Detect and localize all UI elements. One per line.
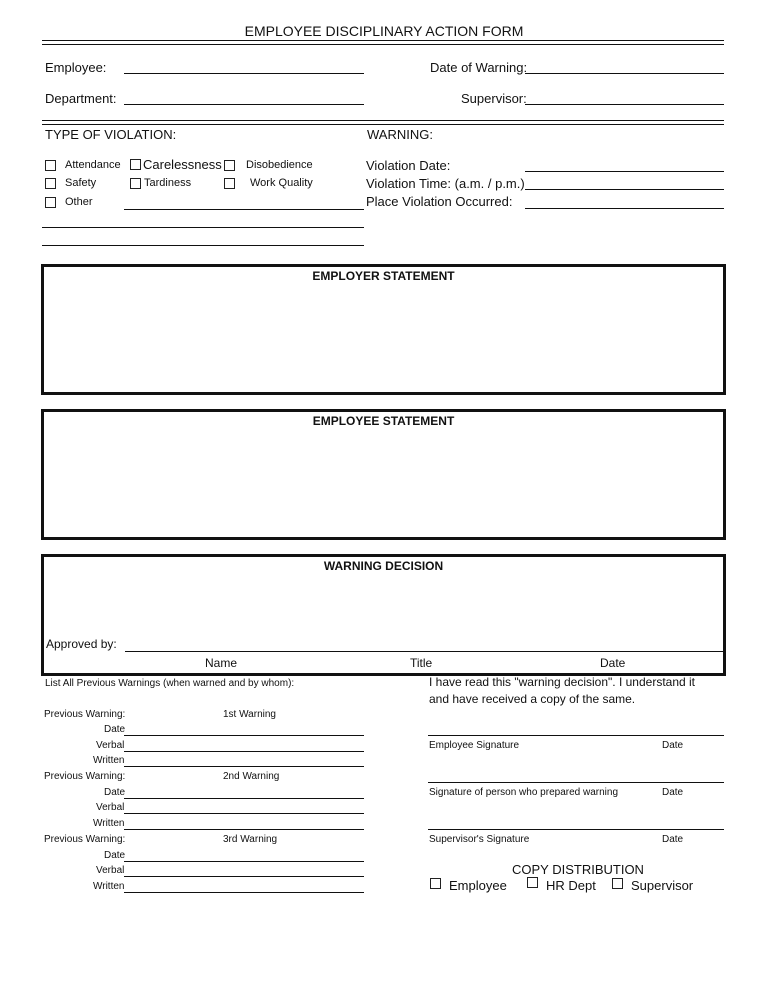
verbal-label: Verbal (96, 740, 125, 751)
date-label: Date (104, 724, 126, 735)
previous-warning-label: Previous Warning: (44, 771, 126, 782)
violation-date-field[interactable] (525, 171, 724, 172)
attendance-checkbox[interactable] (45, 160, 56, 171)
department-label: Department: (45, 91, 117, 106)
second-warning-written-field[interactable] (124, 829, 364, 830)
title-column-label: Title (410, 656, 433, 670)
supervisor-field[interactable] (525, 104, 724, 105)
employee-signature-field[interactable] (428, 735, 724, 736)
other-field-line-1[interactable] (124, 209, 364, 210)
date-of-warning-field[interactable] (525, 73, 724, 74)
place-violation-label: Place Violation Occurred: (366, 194, 513, 209)
verbal-label: Verbal (96, 802, 125, 813)
other-label: Other (65, 196, 93, 208)
safety-checkbox[interactable] (45, 178, 56, 189)
employer-statement-box[interactable] (41, 264, 726, 395)
previous-warning-label: Previous Warning: (44, 834, 126, 845)
approved-by-field[interactable] (125, 651, 725, 652)
employee-signature-label: Employee Signature (429, 740, 520, 751)
written-label: Written (93, 818, 125, 829)
violation-date-label: Violation Date: (366, 158, 451, 173)
copy-employee-checkbox[interactable] (430, 878, 441, 889)
acknowledgement-line-2: and have received a copy of the same. (429, 692, 636, 706)
third-warning-verbal-field[interactable] (124, 876, 364, 877)
violation-time-field[interactable] (525, 189, 724, 190)
other-field-line-3[interactable] (42, 245, 364, 246)
previous-warning-label: Previous Warning: (44, 709, 126, 720)
preparer-signature-field[interactable] (428, 782, 724, 783)
violation-time-label: Violation Time: (a.m. / p.m.) (366, 176, 525, 191)
date-label: Date (104, 850, 126, 861)
violation-heading: TYPE OF VIOLATION: (45, 127, 177, 142)
name-column-label: Name (205, 656, 238, 670)
title-divider (42, 40, 724, 45)
copy-supervisor-label: Supervisor (631, 878, 694, 893)
copy-supervisor-checkbox[interactable] (612, 878, 623, 889)
written-label: Written (93, 755, 125, 766)
warning-decision-title: WARNING DECISION (323, 559, 444, 573)
disobedience-label: Disobedience (246, 159, 313, 171)
place-violation-field[interactable] (525, 208, 724, 209)
employee-field[interactable] (124, 73, 364, 74)
previous-warnings-label: List All Previous Warnings (when warned and by whom): (45, 678, 295, 689)
copy-hr-label: HR Dept (546, 878, 596, 893)
preparer-signature-label: Signature of person who prepared warning (429, 787, 619, 798)
first-warning-label: 1st Warning (223, 709, 276, 720)
supervisor-signature-date-label: Date (662, 834, 684, 845)
copy-employee-label: Employee (449, 878, 507, 893)
department-field[interactable] (124, 104, 364, 105)
attendance-label: Attendance (65, 159, 121, 171)
disobedience-checkbox[interactable] (224, 160, 235, 171)
first-warning-written-field[interactable] (124, 766, 364, 767)
third-warning-label: 3rd Warning (223, 834, 278, 845)
employee-statement-box[interactable] (41, 409, 726, 540)
third-warning-date-field[interactable] (124, 861, 364, 862)
employee-label: Employee: (45, 60, 107, 75)
warning-heading: WARNING: (367, 127, 433, 142)
approved-by-label: Approved by: (46, 637, 117, 651)
tardiness-label: Tardiness (144, 177, 192, 189)
verbal-label: Verbal (96, 865, 125, 876)
header-divider (42, 120, 724, 125)
employee-signature-date-label: Date (662, 740, 684, 751)
other-field-line-2[interactable] (42, 227, 364, 228)
third-warning-written-field[interactable] (124, 892, 364, 893)
form-title: EMPLOYEE DISCIPLINARY ACTION FORM (244, 23, 524, 39)
carelessness-checkbox[interactable] (130, 159, 141, 170)
warning-decision-box[interactable] (41, 554, 726, 676)
supervisor-label: Supervisor: (461, 91, 527, 106)
supervisor-signature-label: Supervisor's Signature (429, 834, 530, 845)
second-warning-date-field[interactable] (124, 798, 364, 799)
copy-hr-checkbox[interactable] (527, 877, 538, 888)
employee-statement-title: EMPLOYEE STATEMENT (312, 414, 455, 428)
copy-distribution-heading: COPY DISTRIBUTION (512, 862, 644, 877)
safety-label: Safety (65, 177, 97, 189)
tardiness-checkbox[interactable] (130, 178, 141, 189)
work-quality-label: Work Quality (250, 177, 313, 189)
second-warning-label: 2nd Warning (223, 771, 280, 782)
date-label: Date (104, 787, 126, 798)
second-warning-verbal-field[interactable] (124, 813, 364, 814)
preparer-signature-date-label: Date (662, 787, 684, 798)
date-of-warning-label: Date of Warning: (430, 60, 528, 75)
written-label: Written (93, 881, 125, 892)
first-warning-date-field[interactable] (124, 735, 364, 736)
supervisor-signature-field[interactable] (428, 829, 724, 830)
first-warning-verbal-field[interactable] (124, 751, 364, 752)
work-quality-checkbox[interactable] (224, 178, 235, 189)
carelessness-label: Carelessness (143, 157, 222, 172)
acknowledgement-line-1: I have read this "warning decision". I understand it (429, 675, 696, 689)
employer-statement-title: EMPLOYER STATEMENT (312, 269, 455, 283)
date-column-label: Date (600, 656, 626, 670)
other-checkbox[interactable] (45, 197, 56, 208)
